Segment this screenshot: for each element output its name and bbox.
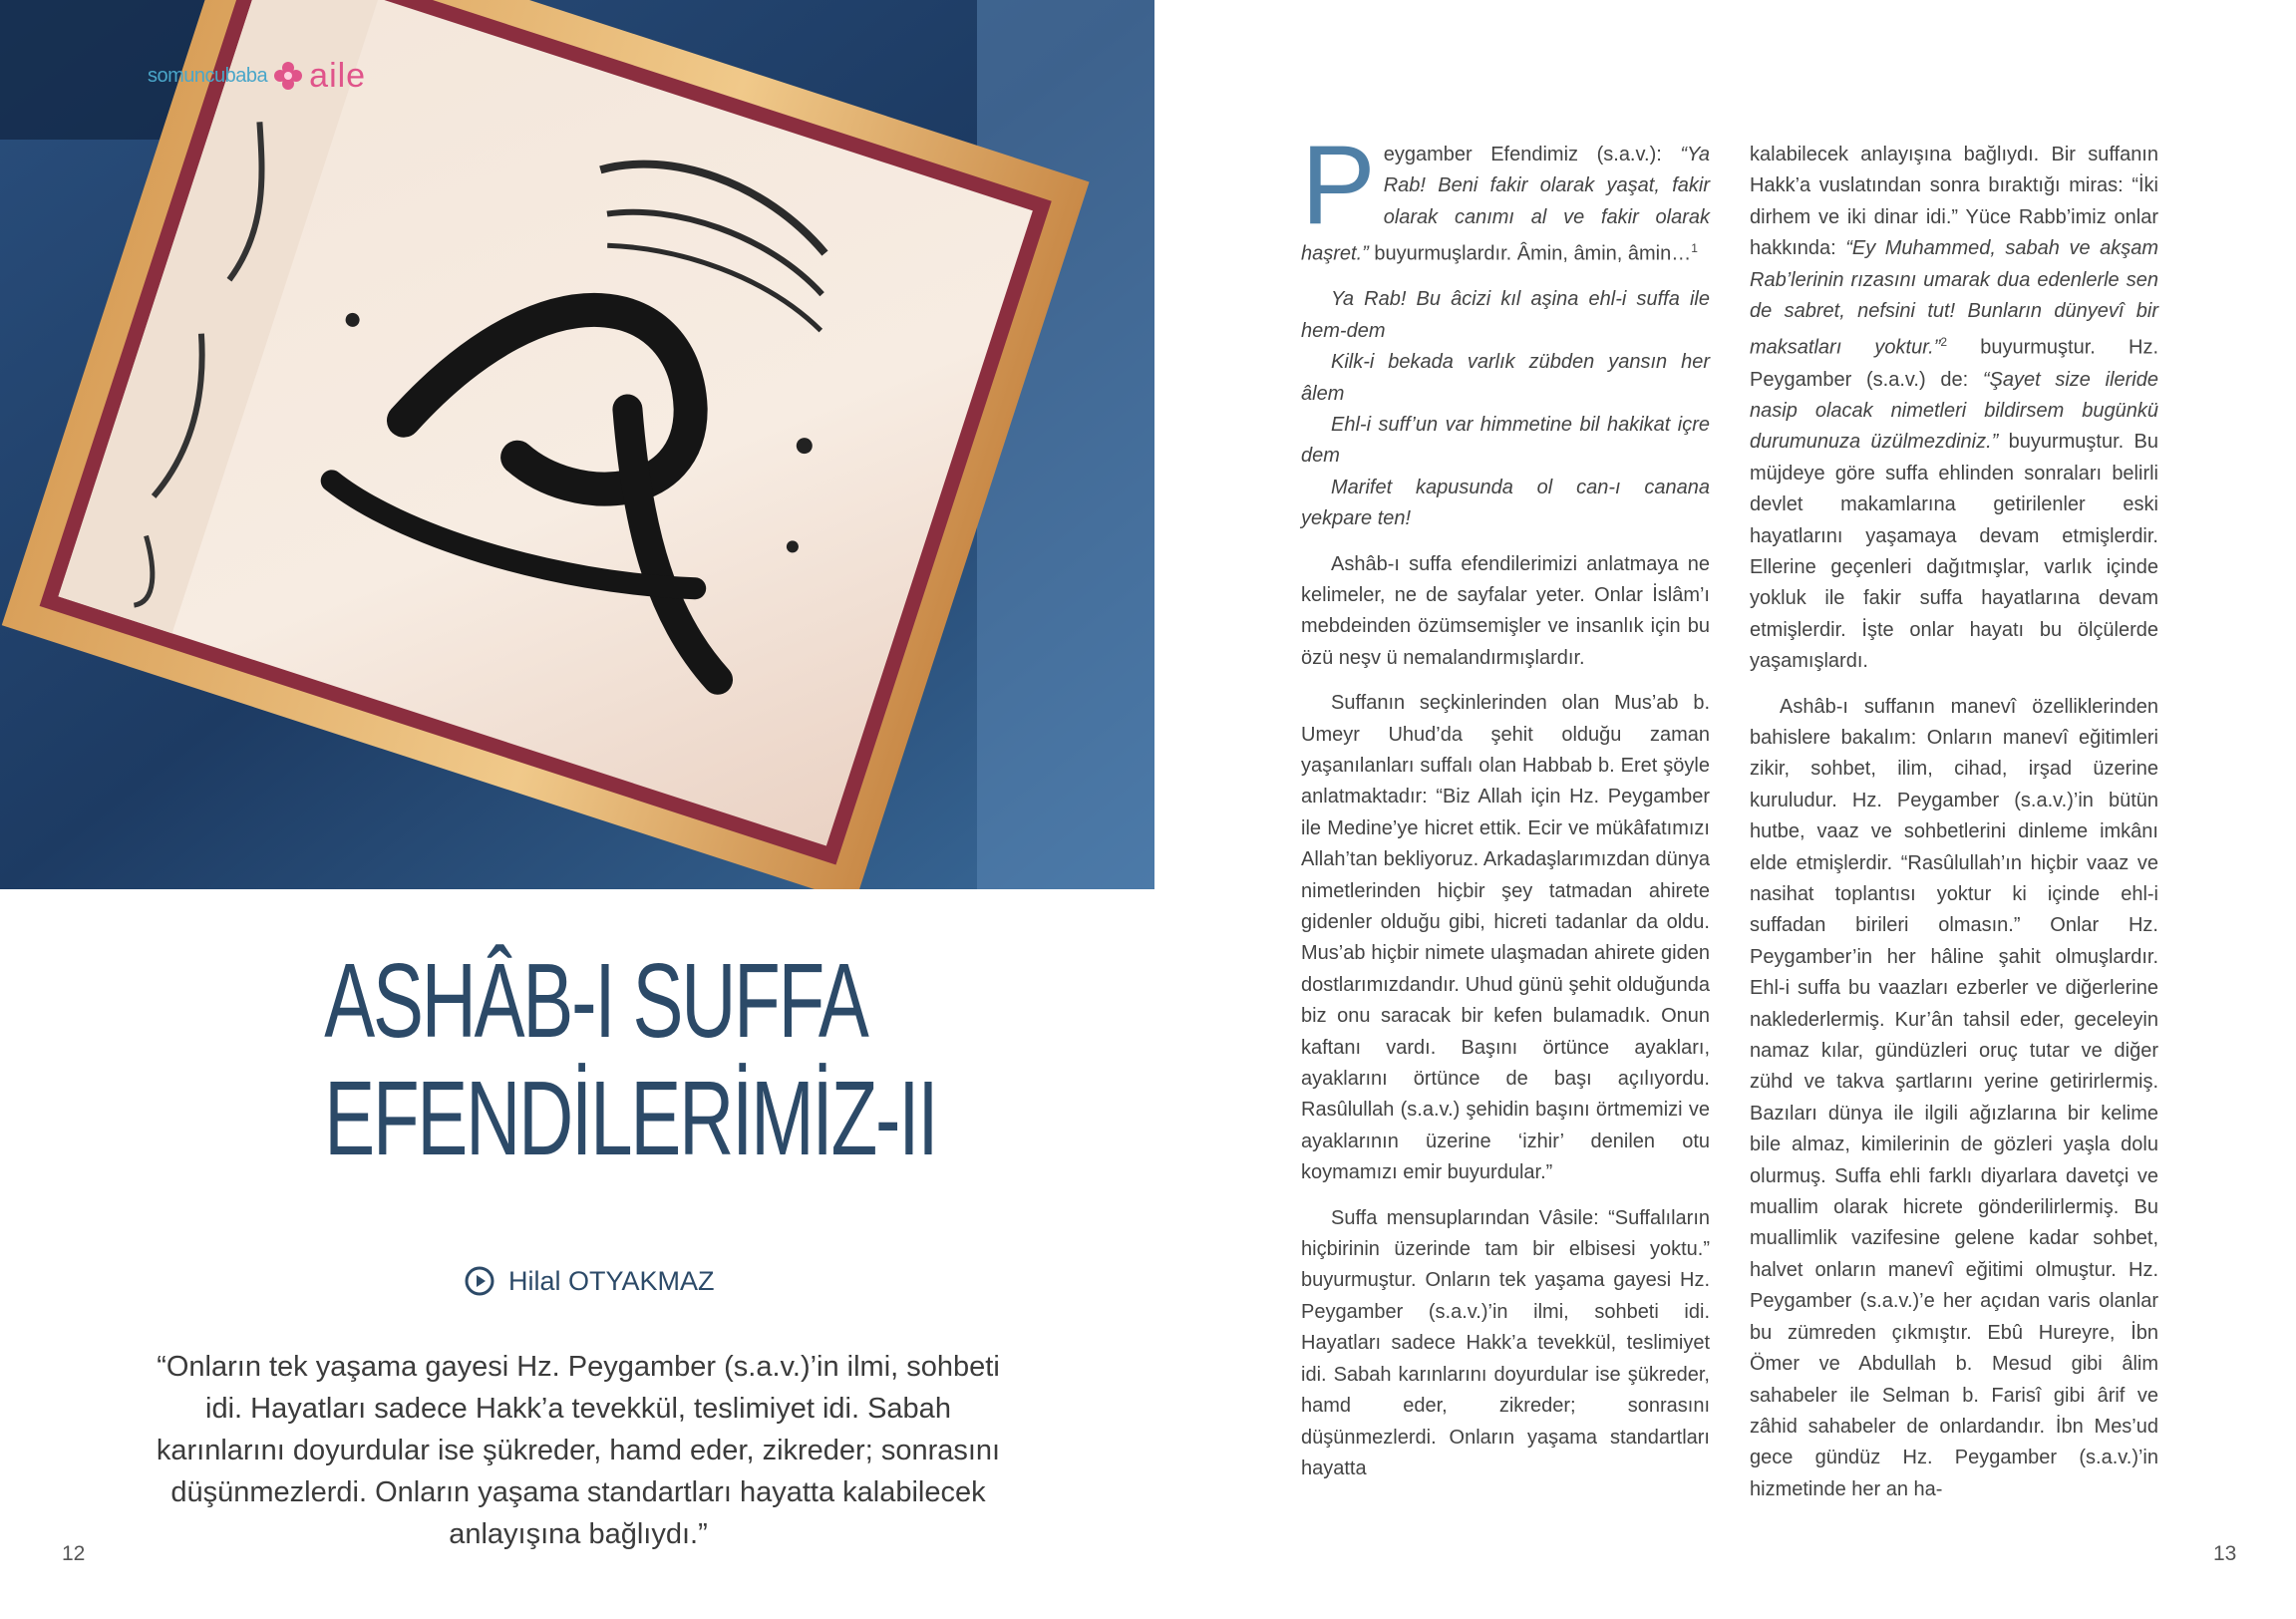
brand-big-text: aile: [309, 56, 367, 95]
poem-line: Ehl-i suff’un var himmetine bil hakikat içre dem: [1301, 413, 1710, 468]
paragraph-6: Ashâb-ı suffanın manevî özelliklerinden bahislere bakalım: Onların manevî eğitimleri zikir, sohbet, ilim, cihad, irşad üzerine kuruludur. Hz. Peygamber (s.a.v.)’in bütün hutbe, vaaz ve sohbetlerini dinleme imkânı elde etmişlerdir. “Rasûlullah’ın hiçbir vaaz ve nasihat toplantısı yoktur ki içinde ehl-i suffadan birileri olmasın.” Onlar Hz. Peygamber’in her hâline şahit olmuşlardır. Ehl-i suffa bu vaazları ezberler ve diğerlerine naklederlermiş. Kur’ân tahsil eder, geceleyin namaz kılar, gündüzleri oruç tutar ve diğer zühd ve takva şartlarını yerine getirirlermiş. Bazıları dünya ile ilgili ağızlarına bir kelime bile almaz, kimilerinin de gözleri yaşla dolu olurmuş. Suffa ehli farklı diyarlara davetçi ve muallim olarak hicrete gönderilirlermiş. Bu muallimlik vazifesine gelene kadar sohbet, halvet onların manevî eğitimi olmuştur. Hz. Peygamber (s.a.v.)’e her açıdan varis olanlar bu zümreden çıkmıştır. Ebû Hureyre, İbn Ömer ve Abdullah b. Mesud gibi âlim sahabeler ile Selman b. Farisî gibi ârif ve zâhid sahabeler de onlardandır. İbn Mes’ud gece gündüz Hz. Peygamber (s.a.v.)’in hizmetinde her an ha-: [1750, 695, 2158, 1500]
paragraph-3: Suffanın seçkinlerinden olan Mus’ab b. Umeyr Uhud’da şehit olduğu zaman yaşanılanları suffalı olan Habbab b. Eret şöyle anlatmaktadır: “Biz Allah için Hz. Peygamber ile Medine’ye hicret ettik. Ecir ve mükâfatımızı Allah’tan bekliyoruz. Arkadaşlarımızdan dünya nimetlerinden hiçbir şey tatmadan ahirete gidenler olduğu gibi, hicreti tadanlar da oldu. Mus’ab hiçbir nimete ulaşmadan ahirete giden dostlarımızdandır. Uhud günü şehit olduğunda biz onu saracak bir kefen bulamadık. Onun kaftanı vardı. Başını örtünce ayakları, ayaklarını örtünce de başı açılıyordu. Rasûlullah (s.a.v.) şehidin başını örtmemizi ve ayaklarının üzerine ‘izhir’ denilen otu koymamızı emir buyurdular.”: [1301, 692, 1710, 1184]
poem-line: Ya Rab! Bu âcizi kıl aşina ehl-i suffa ile hem-dem: [1301, 288, 1710, 342]
text-span: eygamber Efendimiz (s.a.v.):: [1383, 144, 1681, 165]
title-line-2: EFENDİLERİMİZ-II: [324, 1060, 937, 1177]
text-span: buyurmuştur. Hz. Peygamber (s.a.v.) de:: [1750, 337, 2158, 391]
calligraphy-photo: [0, 0, 1154, 889]
page-number-right: 13: [2213, 1542, 2237, 1565]
poem: [1301, 284, 1710, 534]
paragraph-2: Ashâb-ı suffa efendilerimizi anlatmaya ne kelimeler, ne de sayfalar yeter. Onlar İslâm’ı mebdeinden özümsemişler ve insanlık için bu özü neşv ü nemalandırmışlardır.: [1301, 552, 1710, 669]
article-title: [324, 942, 937, 1177]
calligraphy-illustration: [0, 0, 1154, 889]
drop-cap: P: [1301, 123, 1376, 247]
page-number-left: 12: [62, 1542, 86, 1565]
paragraph-4: Suffa mensuplarından Vâsile: “Suffalıların hiçbirinin üzerinde tam bir elbisesi yoktu.” buyurmuştur. Onların tek yaşama gayesi Hz. Peygamber (s.a.v.)’in ilmi, sohbeti idi. Hayatları sadece Hakk’a tevekkül, teslimiyet idi. Sabah karınlarını doyurdular ise şükreder, hamd eder, zikreder; sonrasını düşünmezlerdi. Onların yaşama standartları hayatta: [1301, 1206, 1710, 1479]
footnote-mark: 2: [1940, 335, 1948, 350]
pull-quote: “Onların tek yaşama gayesi Hz. Peygamber (s.a.v.)’in ilmi, sohbeti idi. Hayatları sadece Hakk’a tevekkül, teslimiyet idi. Sabah karınlarını doyurdular ise şükreder, hamd eder, zikreder; sonrasını düşünmezlerdi. Onların yaşama standartları hayatta kalabilecek anlayışına bağlıydı.”: [156, 1351, 1001, 1550]
paragraph-5: [1750, 140, 2158, 678]
magazine-brand: [148, 58, 366, 94]
paragraph-1: [1301, 123, 1710, 270]
text-span: kalabilecek anlayışına bağlıydı. Bir suffanın Hakk’a vuslatından sonra bıraktığı miras: “İki dirhem ve iki dinar idi.” Yüce Rabb’imiz onlar hakkında:: [1750, 144, 2158, 260]
poem-line: Kilk-i bekada varlık zübden yansın her âlem: [1301, 351, 1710, 405]
quote-span: “Ey Muhammed, sabah ve akşam Rab’lerinin rızasını umarak dua edenlerle sen de sabret, nefsini tut! Bunların dünyevî bir maksatları yoktur.”: [1750, 237, 2158, 360]
text-span: buyurmuşlardır. Âmin, âmin, âmin…: [1368, 242, 1692, 265]
author-byline: [465, 1264, 715, 1298]
quote-span: “Şayet size ileride nasip olacak nimetleri bildirsem bugünkü durumunuza üzülmezdiniz.”: [1750, 368, 2158, 454]
quote-span: “Ya Rab! Beni fakir olarak yaşat, fakir olarak canımı al ve fakir olarak haşret.”: [1301, 144, 1710, 265]
title-line-1: ASHÂB-I SUFFA: [324, 942, 867, 1060]
poem-line: Marifet kapusunda ol can-ı canana yekpare ten!: [1301, 476, 1710, 530]
play-circle-icon: [465, 1266, 494, 1296]
author-name: Hilal OTYAKMAZ: [508, 1265, 715, 1296]
brand-small-text: somuncubaba: [148, 64, 268, 87]
text-column-1: [1301, 123, 1710, 1498]
text-span: buyurmuştur. Bu müjdeye göre suffa ehlinden sonraları belirli devlet makamlarına getirilenler eski hayatlarını yaşamaya devam etmişlerdir. Ellerine geçenleri dağıtmışlar, varlık içinde yokluk ile fakir suffa hayatlarına devam etmişlerdir. İşte onlar hayatı bu ölçülerde yaşamışlardı.: [1750, 431, 2158, 673]
text-column-2: [1750, 140, 2158, 1519]
flower-logo-icon: [273, 61, 303, 91]
footnote-mark: 1: [1691, 241, 1698, 256]
